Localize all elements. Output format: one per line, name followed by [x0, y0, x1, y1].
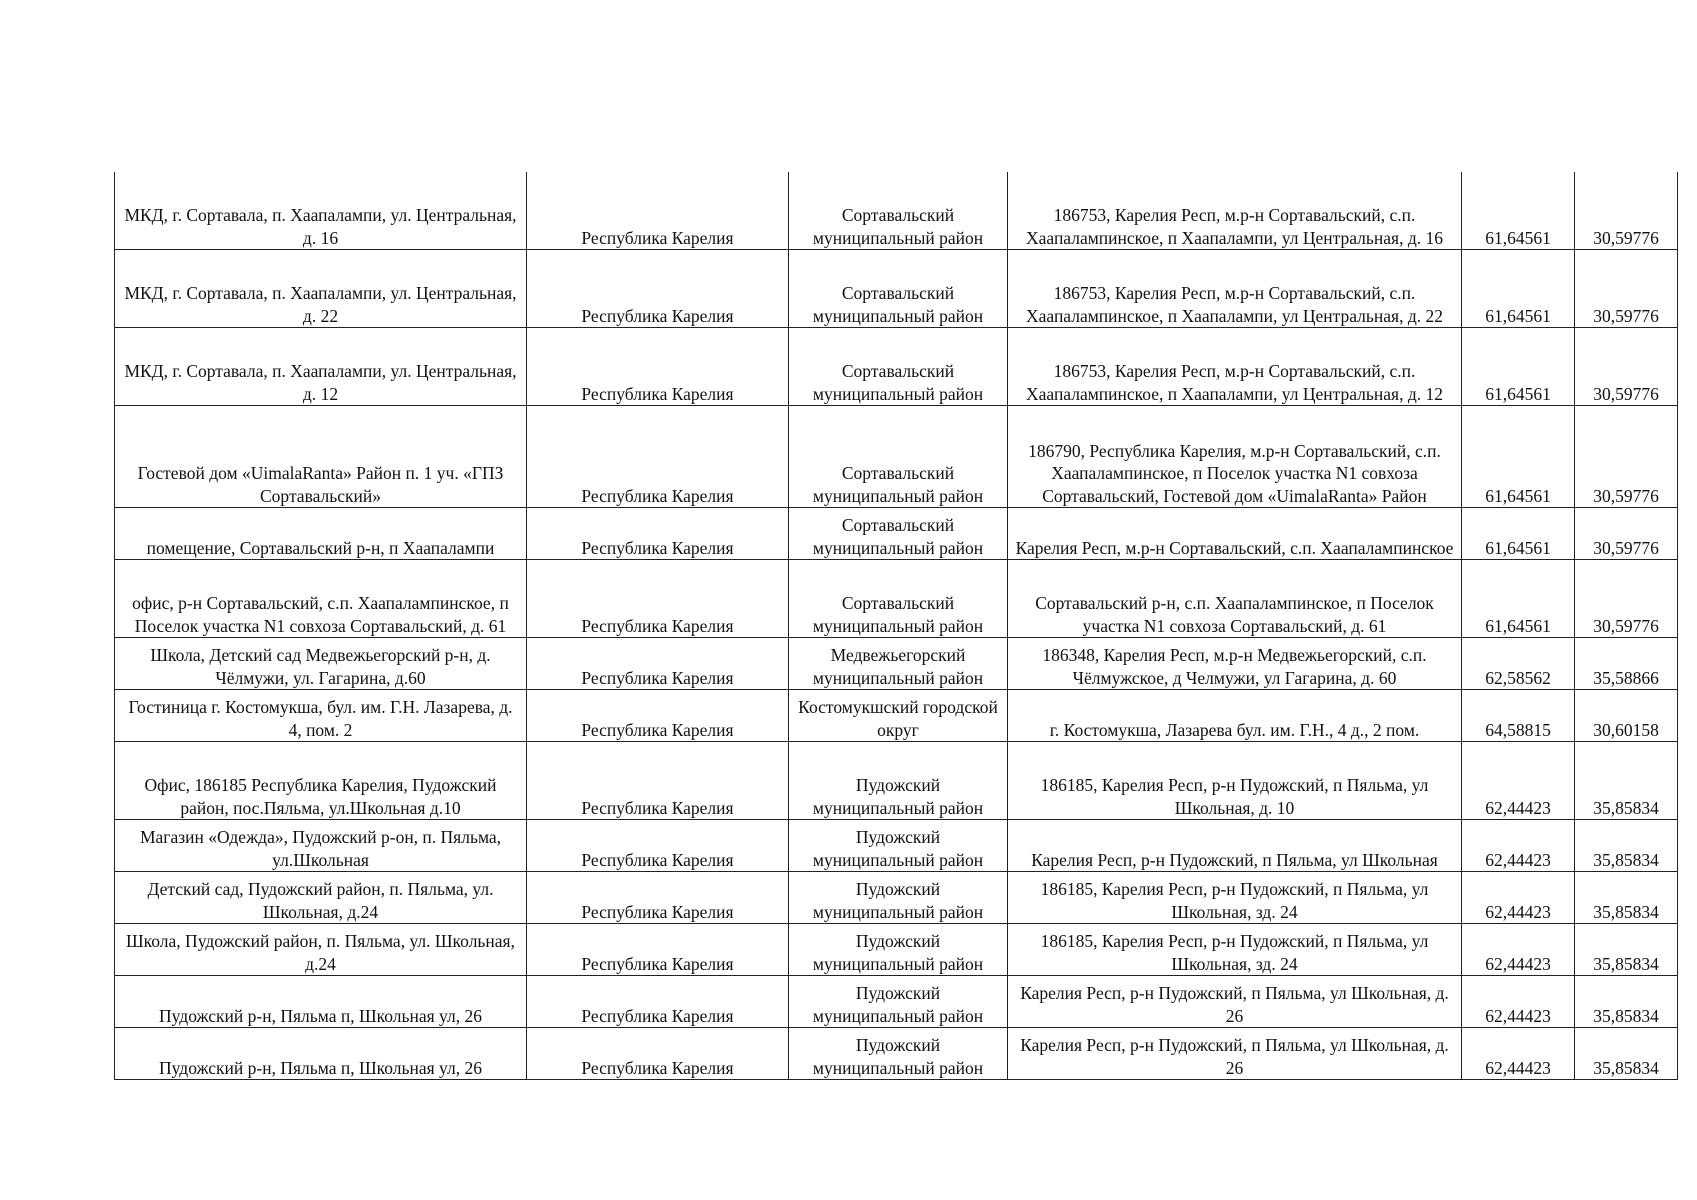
latitude-cell: 62,44423	[1462, 1028, 1575, 1080]
latitude-cell: 64,58815	[1462, 690, 1575, 742]
table-row	[115, 872, 1678, 924]
table-row	[115, 976, 1678, 1028]
latitude-cell: 62,44423	[1462, 924, 1575, 976]
object-name-cell: МКД, г. Сортавала, п. Хаапалампи, ул. Центральная, д. 22	[115, 250, 527, 328]
longitude-cell: 30,59776	[1575, 172, 1678, 250]
longitude-cell: 35,85834	[1575, 872, 1678, 924]
latitude-cell: 62,44423	[1462, 976, 1575, 1028]
address-cell: 186185, Карелия Респ, р-н Пудожский, п Пяльма, ул Школьная, зд. 24	[1008, 924, 1462, 976]
object-name-cell: Магазин «Одежда», Пудожский р-он, п. Пяльма, ул.Школьная	[115, 820, 527, 872]
region-cell: Республика Карелия	[527, 872, 789, 924]
longitude-cell: 35,85834	[1575, 820, 1678, 872]
district-cell: Пудожский муниципальный район	[789, 924, 1008, 976]
longitude-cell: 30,59776	[1575, 560, 1678, 638]
longitude-cell: 30,59776	[1575, 328, 1678, 406]
longitude-cell: 35,85834	[1575, 1028, 1678, 1080]
table-row	[115, 172, 1678, 250]
object-name-cell: МКД, г. Сортавала, п. Хаапалампи, ул. Центральная, д. 12	[115, 328, 527, 406]
object-registry-table	[114, 172, 1678, 1080]
address-cell: Карелия Респ, р-н Пудожский, п Пяльма, ул Школьная	[1008, 820, 1462, 872]
object-name-cell: Школа, Детский сад Медвежьегорский р-н, д. Чёлмужи, ул. Гагарина, д.60	[115, 638, 527, 690]
table-row	[115, 560, 1678, 638]
object-name-cell: Гостиница г. Костомукша, бул. им. Г.Н. Лазарева, д. 4, пом. 2	[115, 690, 527, 742]
region-cell: Республика Карелия	[527, 172, 789, 250]
district-cell: Пудожский муниципальный район	[789, 1028, 1008, 1080]
latitude-cell: 61,64561	[1462, 560, 1575, 638]
latitude-cell: 61,64561	[1462, 406, 1575, 508]
object-name-cell: Гостевой дом «UimalaRanta» Район п. 1 уч. «ГПЗ Сортавальский»	[115, 406, 527, 508]
table-row	[115, 638, 1678, 690]
latitude-cell: 61,64561	[1462, 172, 1575, 250]
object-name-cell: Пудожский р-н, Пяльма п, Школьная ул, 26	[115, 976, 527, 1028]
address-cell: 186790, Республика Карелия, м.р-н Сортавальский, с.п. Хаапалампинское, п Поселок участка N1 совхоза Сортавальский, Гостевой дом «UimalaRanta» Район	[1008, 406, 1462, 508]
district-cell: Пудожский муниципальный район	[789, 872, 1008, 924]
object-name-cell: Детский сад, Пудожский район, п. Пяльма, ул. Школьная, д.24	[115, 872, 527, 924]
address-cell: Сортавальский р-н, с.п. Хаапалампинское, п Поселок участка N1 совхоза Сортавальский, д. 61	[1008, 560, 1462, 638]
district-cell: Пудожский муниципальный район	[789, 820, 1008, 872]
table-row	[115, 924, 1678, 976]
district-cell: Сортавальский муниципальный район	[789, 250, 1008, 328]
region-cell: Республика Карелия	[527, 250, 789, 328]
table-row	[115, 406, 1678, 508]
region-cell: Республика Карелия	[527, 508, 789, 560]
table-row	[115, 1028, 1678, 1080]
table-row	[115, 508, 1678, 560]
address-cell: 186348, Карелия Респ, м.р-н Медвежьегорский, с.п. Чёлмужское, д Челмужи, ул Гагарина, д. 60	[1008, 638, 1462, 690]
longitude-cell: 35,58866	[1575, 638, 1678, 690]
object-name-cell: офис, р-н Сортавальский, с.п. Хаапалампинское, п Поселок участка N1 совхоза Сортавальский, д. 61	[115, 560, 527, 638]
district-cell: Сортавальский муниципальный район	[789, 560, 1008, 638]
object-name-cell: МКД, г. Сортавала, п. Хаапалампи, ул. Центральная, д. 16	[115, 172, 527, 250]
district-cell: Сортавальский муниципальный район	[789, 508, 1008, 560]
region-cell: Республика Карелия	[527, 690, 789, 742]
address-cell: 186753, Карелия Респ, м.р-н Сортавальский, с.п. Хаапалампинское, п Хаапалампи, ул Центральная, д. 16	[1008, 172, 1462, 250]
address-cell: 186753, Карелия Респ, м.р-н Сортавальский, с.п. Хаапалампинское, п Хаапалампи, ул Центральная, д. 22	[1008, 250, 1462, 328]
district-cell: Сортавальский муниципальный район	[789, 328, 1008, 406]
table-row	[115, 690, 1678, 742]
region-cell: Республика Карелия	[527, 406, 789, 508]
region-cell: Республика Карелия	[527, 328, 789, 406]
address-cell: 186753, Карелия Респ, м.р-н Сортавальский, с.п. Хаапалампинское, п Хаапалампи, ул Центральная, д. 12	[1008, 328, 1462, 406]
object-name-cell: Офис, 186185 Республика Карелия, Пудожский район, пос.Пяльма, ул.Школьная д.10	[115, 742, 527, 820]
district-cell: Сортавальский муниципальный район	[789, 172, 1008, 250]
longitude-cell: 30,59776	[1575, 250, 1678, 328]
longitude-cell: 30,59776	[1575, 508, 1678, 560]
latitude-cell: 62,44423	[1462, 872, 1575, 924]
longitude-cell: 30,60158	[1575, 690, 1678, 742]
region-cell: Республика Карелия	[527, 924, 789, 976]
longitude-cell: 35,85834	[1575, 742, 1678, 820]
district-cell: Пудожский муниципальный район	[789, 742, 1008, 820]
address-cell: Карелия Респ, м.р-н Сортавальский, с.п. Хаапалампинское	[1008, 508, 1462, 560]
table-row	[115, 742, 1678, 820]
district-cell: Пудожский муниципальный район	[789, 976, 1008, 1028]
district-cell: Медвежьегорский муниципальный район	[789, 638, 1008, 690]
object-name-cell: Пудожский р-н, Пяльма п, Школьная ул, 26	[115, 1028, 527, 1080]
address-cell: Карелия Респ, р-н Пудожский, п Пяльма, ул Школьная, д. 26	[1008, 1028, 1462, 1080]
object-name-cell: Школа, Пудожский район, п. Пяльма, ул. Школьная, д.24	[115, 924, 527, 976]
address-cell: 186185, Карелия Респ, р-н Пудожский, п Пяльма, ул Школьная, д. 10	[1008, 742, 1462, 820]
longitude-cell: 30,59776	[1575, 406, 1678, 508]
address-cell: Карелия Респ, р-н Пудожский, п Пяльма, ул Школьная, д. 26	[1008, 976, 1462, 1028]
latitude-cell: 62,44423	[1462, 742, 1575, 820]
object-name-cell: помещение, Сортавальский р-н, п Хаапалампи	[115, 508, 527, 560]
latitude-cell: 62,58562	[1462, 638, 1575, 690]
region-cell: Республика Карелия	[527, 976, 789, 1028]
region-cell: Республика Карелия	[527, 820, 789, 872]
address-cell: 186185, Карелия Респ, р-н Пудожский, п Пяльма, ул Школьная, зд. 24	[1008, 872, 1462, 924]
longitude-cell: 35,85834	[1575, 924, 1678, 976]
latitude-cell: 62,44423	[1462, 820, 1575, 872]
district-cell: Костомукшский городской округ	[789, 690, 1008, 742]
latitude-cell: 61,64561	[1462, 250, 1575, 328]
latitude-cell: 61,64561	[1462, 328, 1575, 406]
address-cell: г. Костомукша, Лазарева бул. им. Г.Н., 4 д., 2 пом.	[1008, 690, 1462, 742]
district-cell: Сортавальский муниципальный район	[789, 406, 1008, 508]
longitude-cell: 35,85834	[1575, 976, 1678, 1028]
region-cell: Республика Карелия	[527, 1028, 789, 1080]
region-cell: Республика Карелия	[527, 638, 789, 690]
table-row	[115, 250, 1678, 328]
region-cell: Республика Карелия	[527, 742, 789, 820]
table-row	[115, 820, 1678, 872]
table-row	[115, 328, 1678, 406]
region-cell: Республика Карелия	[527, 560, 789, 638]
latitude-cell: 61,64561	[1462, 508, 1575, 560]
